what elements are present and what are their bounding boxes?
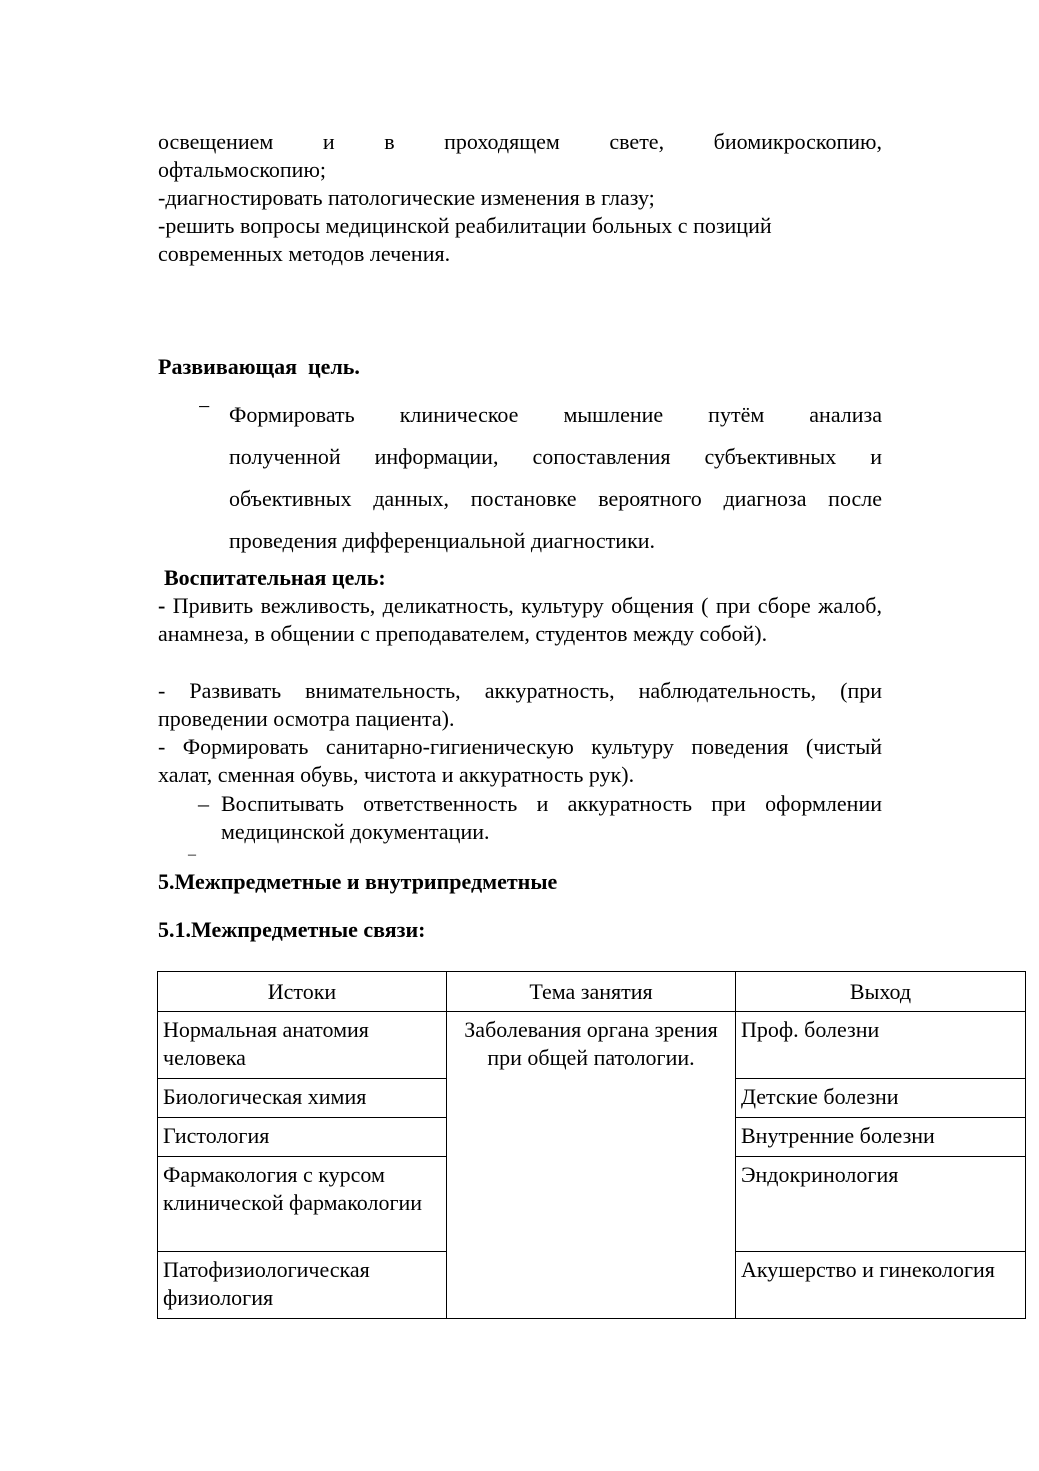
educational-paragraph-1 (158, 592, 882, 648)
section-5-heading: 5.Межпредметные и внутрипредметные (158, 869, 558, 894)
intro-word: проходящем (444, 129, 560, 154)
topic-cell: Заболевания органа зрения при общей патологии. (447, 1012, 736, 1319)
developing-line-1: Формировать клиническое мышление путём анализа (229, 402, 882, 427)
developing-goal-heading: Развивающая цель. (158, 354, 360, 379)
source-cell: Нормальная анатомия человека (158, 1012, 447, 1079)
header-sources: Истоки (158, 972, 447, 1012)
source-cell: Патофизиологическая физиология (158, 1252, 447, 1319)
output-cell: Проф. болезни (736, 1012, 1026, 1079)
header-topic: Тема занятия (447, 972, 736, 1012)
empty-list-item (188, 846, 196, 864)
intro-word: биомикроскопию, (713, 129, 882, 154)
intro-line-3: -диагностировать патологические изменения в глазу; (158, 185, 655, 210)
section-5-1-heading: 5.1.Межпредметные связи: (158, 917, 426, 942)
list-dash: – (198, 791, 209, 816)
educational-item-text: Воспитывать ответственность и аккуратность при оформлении медицинской документации. (221, 791, 882, 844)
developing-line-4: проведения дифференциальной диагностики. (229, 528, 656, 553)
list-dash: – (188, 846, 196, 863)
output-cell: Акушерство и гинекология (736, 1252, 1026, 1319)
intro-word: в (384, 129, 395, 154)
header-output: Выход (736, 972, 1026, 1012)
educational-paragraph-2: - Развивать внимательность, аккуратность, наблюдательность, (при проведении осмотра пациента). (158, 678, 882, 731)
intro-word: свете, (609, 129, 665, 154)
source-cell: Биологическая химия (158, 1079, 447, 1118)
output-cell: Детские болезни (736, 1079, 1026, 1118)
list-dash: − (198, 394, 211, 419)
intro-word: освещением (158, 129, 274, 154)
table-row (158, 1012, 1026, 1079)
intro-line-4: -решить вопросы медицинской реабилитации больных с позиций (158, 213, 772, 238)
output-cell: Внутренние болезни (736, 1118, 1026, 1157)
paragraph-dash: - (158, 593, 166, 618)
educational-text-1: Привить вежливость, деликатность, культуру общения ( при сборе жалоб, анамнеза, в общении с преподавателем, студентов между собой). (158, 593, 882, 646)
developing-line-3: объективных данных, постановке вероятного диагноза после (229, 486, 882, 511)
source-cell: Гистология (158, 1118, 447, 1157)
table-header-row (158, 972, 1026, 1012)
intro-line-2: офтальмоскопию; (158, 157, 327, 182)
educational-paragraph-3: - Формировать санитарно-гигиеническую культуру поведения (чистый халат, сменная обувь, чистота и аккуратность рук). (158, 734, 882, 787)
intro-paragraph (158, 128, 882, 268)
intro-word: и (322, 129, 335, 154)
developing-line-2: полученной информации, сопоставления субъективных и (229, 444, 882, 469)
interdisciplinary-links-table (157, 971, 1026, 1319)
intro-line-5: современных методов лечения. (158, 241, 451, 266)
output-cell: Эндокринология (736, 1157, 1026, 1252)
educational-goal-heading: Воспитательная цель: (164, 565, 386, 590)
intro-line-1 (158, 128, 882, 156)
source-cell: Фармакология с курсом клинической фармакологии (158, 1157, 447, 1252)
